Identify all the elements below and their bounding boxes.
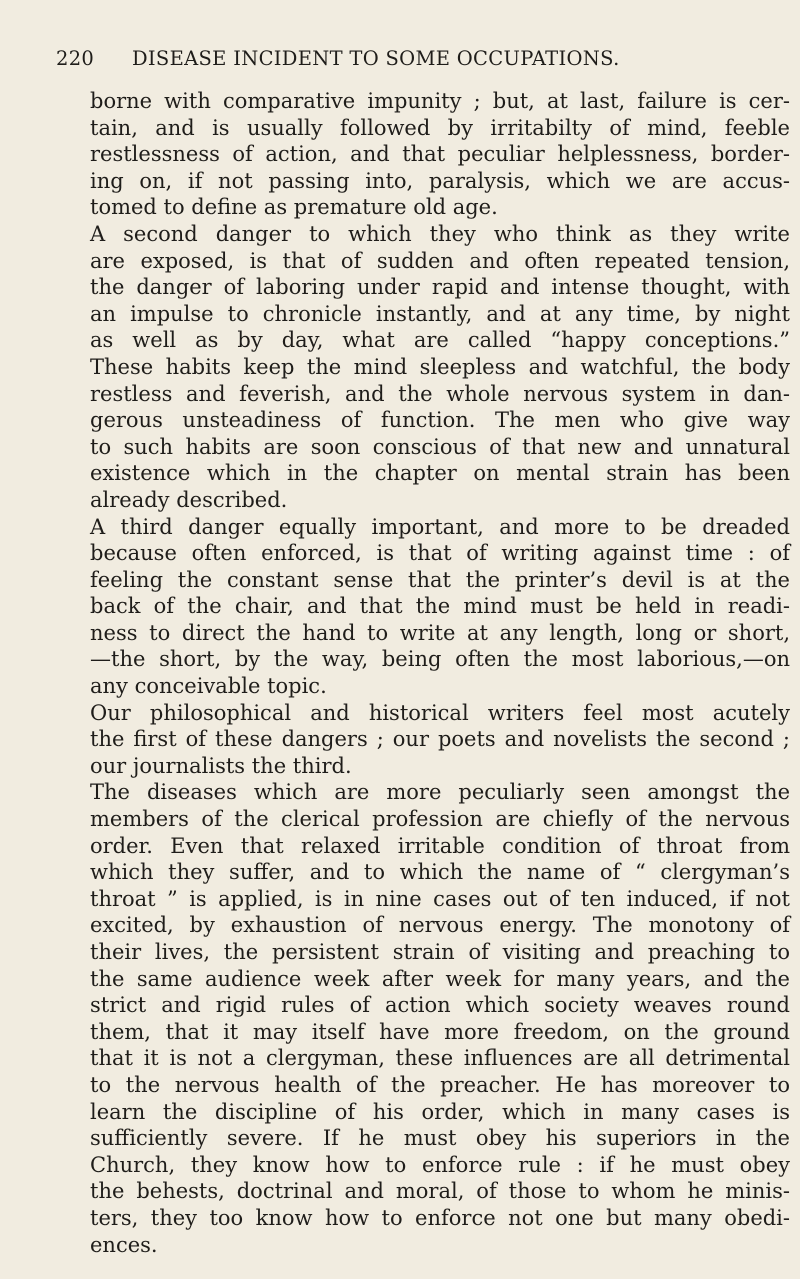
text-line: any conceivable topic. <box>90 674 327 699</box>
running-head <box>56 47 756 70</box>
text-line: as well as by day, what are called “happy conceptions.” <box>90 328 790 353</box>
text-line: restlessness of action, and that peculiar helplessness, border- <box>90 142 790 167</box>
text-line: them, that it may itself have more freedom, on the ground <box>90 1019 790 1044</box>
text-line: which they suffer, and to which the name of “ clergyman’s <box>90 860 790 885</box>
text-line: tain, and is usually followed by irritabilty of mind, feeble <box>90 115 790 140</box>
text-line: the first of these dangers ; our poets and novelists the second ; <box>90 727 790 752</box>
text-line: strict and rigid rules of action which society weaves round <box>90 993 790 1018</box>
text-line: ters, they too know how to enforce not one but many obedi- <box>90 1205 790 1230</box>
text-line: ness to direct the hand to write at any length, long or short, <box>90 620 790 645</box>
text-line: sufficiently severe. If he must obey his superiors in the <box>90 1126 790 1151</box>
text-line: order. Even that relaxed irritable condition of throat from <box>90 833 790 858</box>
text-line: to the nervous health of the preacher. He has moreover to <box>90 1072 790 1097</box>
text-line: that it is not a clergyman, these influences are all detrimental <box>90 1046 790 1071</box>
text-line: ences. <box>90 1232 158 1257</box>
text-line: already described. <box>90 487 288 512</box>
text-line: excited, by exhaustion of nervous energy. The monotony of <box>90 913 790 938</box>
text-line: ing on, if not passing into, paralysis, which we are accus- <box>90 168 790 193</box>
body-text <box>90 88 790 1258</box>
text-line: restless and feverish, and the whole nervous system in dan- <box>90 381 790 406</box>
running-title: DISEASE INCIDENT TO SOME OCCUPATIONS. <box>132 47 620 70</box>
text-line: The diseases which are more peculiarly seen amongst the <box>90 780 790 805</box>
text-line: their lives, the persistent strain of visiting and preaching to <box>90 940 790 964</box>
text-line: existence which in the chapter on mental strain has been <box>90 461 790 486</box>
text-line: These habits keep the mind sleepless and watchful, the body <box>90 354 790 379</box>
text-line: the same audience week after week for many years, and the <box>90 966 790 991</box>
text-line: borne with comparative impunity ; but, at last, failure is cer- <box>90 89 790 113</box>
text-line: throat ” is applied, is in nine cases out of ten induced, if not <box>90 886 790 911</box>
text-line: Church, they know how to enforce rule : if he must obey <box>90 1152 790 1177</box>
text-line: the behests, doctrinal and moral, of those to whom he minis- <box>90 1179 790 1204</box>
text-line: tomed to define as premature old age. <box>90 195 498 220</box>
text-line: members of the clerical profession are chiefly of the nervous <box>90 807 790 832</box>
text-line: gerous unsteadiness of function. The men who give way <box>90 408 790 433</box>
text-line: learn the discipline of his order, which in many cases is <box>90 1099 790 1124</box>
text-line: the danger of laboring under rapid and intense thought, with <box>90 275 790 300</box>
text-line: our journalists the third. <box>90 753 352 778</box>
text-line: are exposed, is that of sudden and often repeated tension, <box>90 248 790 273</box>
text-line: an impulse to chronicle instantly, and at any time, by night <box>90 301 790 326</box>
text-line: feeling the constant sense that the printer’s devil is at the <box>90 567 790 592</box>
text-line: A second danger to which they who think as they write <box>90 221 790 246</box>
text-line: A third danger equally important, and more to be dreaded <box>90 514 790 539</box>
text-line: back of the chair, and that the mind must be held in readi- <box>90 594 790 619</box>
page-number: 220 <box>56 47 95 70</box>
text-line: because often enforced, is that of writing against time : of <box>90 541 790 566</box>
text-line: Our philosophical and historical writers feel most acutely <box>90 700 790 725</box>
text-line: to such habits are soon conscious of that new and unnatural <box>90 434 790 459</box>
text-line: —the short, by the way, being often the most laborious,—on <box>90 647 790 672</box>
